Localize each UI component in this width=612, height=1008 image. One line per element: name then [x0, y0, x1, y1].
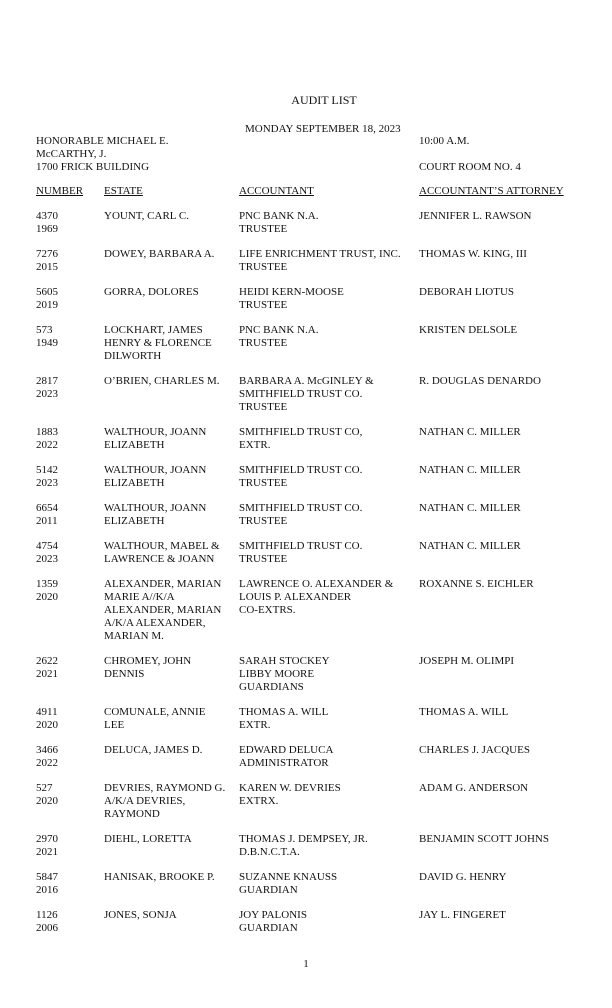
- cell-attorney: [419, 210, 599, 223]
- audit-list-table: [0, 210, 612, 947]
- table-row: [0, 782, 612, 821]
- cell-number-line: 573: [36, 324, 53, 336]
- cell-accountant: [239, 502, 411, 528]
- table-row: [0, 375, 612, 414]
- table-row: [0, 909, 612, 935]
- cell-accountant-line: D.B.N.C.T.A.: [239, 846, 300, 858]
- cell-accountant: [239, 744, 411, 770]
- cell-estate-line: DILWORTH: [104, 350, 162, 362]
- table-row: [0, 464, 612, 490]
- cell-accountant-line: TRUSTEE: [239, 515, 288, 527]
- cell-estate-line: DENNIS: [104, 668, 145, 680]
- cell-number-line: 3466: [36, 744, 58, 756]
- judge-line: HONORABLE MICHAEL E.: [36, 135, 169, 147]
- cell-accountant-line: GUARDIANS: [239, 681, 304, 693]
- hearing-date: MONDAY SEPTEMBER 18, 2023: [245, 123, 401, 135]
- cell-accountant: [239, 833, 411, 859]
- cell-attorney: [419, 833, 599, 846]
- cell-estate-line: ALEXANDER, MARIAN: [104, 604, 222, 616]
- cell-accountant: [239, 286, 411, 312]
- cell-attorney-line: CHARLES J. JACQUES: [419, 744, 530, 756]
- cell-estate-line: CHROMEY, JOHN: [104, 655, 192, 667]
- judge-line: McCARTHY, J.: [36, 148, 107, 160]
- column-header-number: NUMBER: [36, 185, 84, 197]
- cell-number-line: 2023: [36, 388, 58, 400]
- cell-accountant-line: CO-EXTRS.: [239, 604, 296, 616]
- cell-accountant-line: GUARDIAN: [239, 922, 298, 934]
- cell-estate-line: WALTHOUR, JOANN: [104, 464, 207, 476]
- cell-estate-line: ALEXANDER, MARIAN: [104, 578, 222, 590]
- cell-attorney: [419, 706, 599, 719]
- cell-number: [36, 375, 96, 401]
- cell-attorney-line: NATHAN C. MILLER: [419, 540, 521, 552]
- cell-accountant-line: SMITHFIELD TRUST CO,: [239, 426, 363, 438]
- cell-number-line: 2622: [36, 655, 58, 667]
- cell-number-line: 2023: [36, 477, 58, 489]
- cell-number-line: 2021: [36, 668, 58, 680]
- cell-accountant: [239, 248, 411, 274]
- cell-number: [36, 248, 96, 274]
- cell-attorney-line: KRISTEN DELSOLE: [419, 324, 518, 336]
- cell-accountant-line: TRUSTEE: [239, 337, 288, 349]
- cell-attorney: [419, 324, 599, 337]
- cell-estate-line: YOUNT, CARL C.: [104, 210, 189, 222]
- cell-number-line: 1949: [36, 337, 58, 349]
- cell-accountant-line: EXTRX.: [239, 795, 279, 807]
- cell-estate-line: MARIE A//K/A: [104, 591, 175, 603]
- cell-estate-line: DELUCA, JAMES D.: [104, 744, 203, 756]
- cell-accountant-line: TRUSTEE: [239, 299, 288, 311]
- cell-number: [36, 502, 96, 528]
- column-header-accountant: ACCOUNTANT: [239, 185, 314, 197]
- cell-number-line: 5847: [36, 871, 58, 883]
- cell-number-line: 4754: [36, 540, 58, 552]
- cell-accountant-line: LOUIS P. ALEXANDER: [239, 591, 352, 603]
- cell-accountant: [239, 655, 411, 694]
- hearing-time: 10:00 A.M.: [419, 135, 470, 147]
- cell-attorney: [419, 502, 599, 515]
- table-row: [0, 210, 612, 236]
- cell-number: [36, 655, 96, 681]
- cell-number: [36, 833, 96, 859]
- cell-attorney-line: NATHAN C. MILLER: [419, 502, 521, 514]
- cell-number: [36, 744, 96, 770]
- cell-number-line: 2011: [36, 515, 58, 527]
- cell-attorney: [419, 782, 599, 795]
- cell-accountant-line: EDWARD DELUCA: [239, 744, 334, 756]
- cell-estate-line: ELIZABETH: [104, 515, 165, 527]
- cell-number: [36, 782, 96, 808]
- cell-accountant-line: TRUSTEE: [239, 223, 288, 235]
- cell-estate-line: LEE: [104, 719, 125, 731]
- cell-number-line: 2970: [36, 833, 58, 845]
- column-header-estate: ESTATE: [104, 185, 143, 197]
- cell-estate: [104, 744, 232, 757]
- cell-estate: [104, 782, 232, 821]
- cell-accountant-line: BARBARA A. McGINLEY &: [239, 375, 374, 387]
- table-row: [0, 540, 612, 566]
- cell-estate: [104, 833, 232, 846]
- cell-accountant: [239, 540, 411, 566]
- cell-estate-line: WALTHOUR, MABEL &: [104, 540, 220, 552]
- cell-estate-line: WALTHOUR, JOANN: [104, 502, 207, 514]
- cell-estate-line: WALTHOUR, JOANN: [104, 426, 207, 438]
- cell-accountant: [239, 909, 411, 935]
- cell-accountant-line: THOMAS A. WILL: [239, 706, 329, 718]
- cell-number-line: 5605: [36, 286, 58, 298]
- cell-estate-line: A/K/A DEVRIES,: [104, 795, 186, 807]
- cell-number: [36, 871, 96, 897]
- cell-estate-line: COMUNALE, ANNIE: [104, 706, 206, 718]
- cell-number-line: 2006: [36, 922, 58, 934]
- cell-accountant-line: SMITHFIELD TRUST CO.: [239, 540, 363, 552]
- cell-number-line: 2015: [36, 261, 58, 273]
- cell-attorney-line: NATHAN C. MILLER: [419, 464, 521, 476]
- cell-number-line: 1126: [36, 909, 58, 921]
- cell-number-line: 6654: [36, 502, 58, 514]
- cell-attorney: [419, 248, 599, 261]
- cell-accountant-line: TRUSTEE: [239, 553, 288, 565]
- table-row: [0, 655, 612, 694]
- cell-attorney-line: R. DOUGLAS DENARDO: [419, 375, 541, 387]
- cell-number-line: 2817: [36, 375, 58, 387]
- cell-estate-line: HENRY & FLORENCE: [104, 337, 212, 349]
- cell-accountant-line: SMITHFIELD TRUST CO.: [239, 388, 363, 400]
- cell-attorney-line: ADAM G. ANDERSON: [419, 782, 529, 794]
- cell-estate: [104, 324, 232, 363]
- cell-attorney: [419, 286, 599, 299]
- cell-accountant: [239, 324, 411, 350]
- cell-number-line: 4911: [36, 706, 58, 718]
- cell-number: [36, 909, 96, 935]
- cell-accountant-line: GUARDIAN: [239, 884, 298, 896]
- cell-accountant-line: SMITHFIELD TRUST CO.: [239, 502, 363, 514]
- table-row: [0, 502, 612, 528]
- document-title: AUDIT LIST: [291, 93, 357, 107]
- cell-number-line: 2019: [36, 299, 58, 311]
- table-row: [0, 248, 612, 274]
- cell-accountant: [239, 464, 411, 490]
- cell-accountant-line: LAWRENCE O. ALEXANDER &: [239, 578, 394, 590]
- cell-accountant: [239, 706, 411, 732]
- cell-accountant: [239, 782, 411, 808]
- cell-estate-line: A/K/A ALEXANDER,: [104, 617, 206, 629]
- table-row: [0, 871, 612, 897]
- cell-estate-line: LAWRENCE & JOANN: [104, 553, 215, 565]
- cell-attorney: [419, 540, 599, 553]
- cell-accountant-line: TRUSTEE: [239, 477, 288, 489]
- cell-attorney-line: NATHAN C. MILLER: [419, 426, 521, 438]
- column-header-attorney: ACCOUNTANT’S ATTORNEY: [419, 185, 564, 197]
- cell-number: [36, 286, 96, 312]
- cell-accountant-line: JOY PALONIS: [239, 909, 307, 921]
- cell-number: [36, 706, 96, 732]
- cell-number-line: 4370: [36, 210, 58, 222]
- cell-estate: [104, 540, 232, 566]
- table-row: [0, 578, 612, 643]
- cell-number-line: 2020: [36, 719, 58, 731]
- cell-accountant-line: ADMINISTRATOR: [239, 757, 329, 769]
- cell-accountant-line: KAREN W. DEVRIES: [239, 782, 341, 794]
- cell-estate: [104, 426, 232, 452]
- cell-estate: [104, 464, 232, 490]
- judge-block: [36, 135, 206, 174]
- cell-number-line: 5142: [36, 464, 58, 476]
- cell-estate: [104, 375, 232, 388]
- cell-accountant-line: SUZANNE KNAUSS: [239, 871, 338, 883]
- cell-attorney: [419, 909, 599, 922]
- cell-estate: [104, 706, 232, 732]
- cell-accountant: [239, 578, 411, 617]
- cell-attorney-line: BENJAMIN SCOTT JOHNS: [419, 833, 549, 845]
- cell-estate: [104, 655, 232, 681]
- cell-attorney-line: DEBORAH LIOTUS: [419, 286, 515, 298]
- table-row: [0, 324, 612, 363]
- cell-estate: [104, 248, 232, 261]
- cell-attorney: [419, 871, 599, 884]
- cell-number-line: 2020: [36, 795, 58, 807]
- cell-estate-line: LOCKHART, JAMES: [104, 324, 203, 336]
- cell-estate-line: GORRA, DOLORES: [104, 286, 199, 298]
- cell-accountant-line: HEIDI KERN-MOOSE: [239, 286, 344, 298]
- cell-number: [36, 578, 96, 604]
- cell-number: [36, 210, 96, 236]
- cell-attorney-line: THOMAS W. KING, III: [419, 248, 527, 260]
- cell-estate-line: RAYMOND: [104, 808, 160, 820]
- cell-attorney: [419, 655, 599, 668]
- cell-estate: [104, 909, 232, 922]
- cell-number-line: 2021: [36, 846, 58, 858]
- cell-estate-line: O’BRIEN, CHARLES M.: [104, 375, 220, 387]
- cell-number-line: 7276: [36, 248, 58, 260]
- cell-estate: [104, 502, 232, 528]
- cell-accountant-line: TRUSTEE: [239, 261, 288, 273]
- cell-estate: [104, 286, 232, 299]
- cell-estate-line: HANISAK, BROOKE P.: [104, 871, 215, 883]
- cell-number-line: 1359: [36, 578, 58, 590]
- table-row: [0, 426, 612, 452]
- cell-accountant: [239, 871, 411, 897]
- page-number: 1: [303, 958, 309, 970]
- table-row: [0, 744, 612, 770]
- cell-number-line: 2022: [36, 757, 58, 769]
- cell-number: [36, 426, 96, 452]
- cell-estate: [104, 210, 232, 223]
- cell-attorney-line: ROXANNE S. EICHLER: [419, 578, 534, 590]
- cell-estate: [104, 871, 232, 884]
- cell-number-line: 1883: [36, 426, 58, 438]
- table-row: [0, 286, 612, 312]
- cell-estate-line: JONES, SONJA: [104, 909, 177, 921]
- cell-attorney-line: THOMAS A. WILL: [419, 706, 509, 718]
- table-row: [0, 833, 612, 859]
- cell-accountant: [239, 375, 411, 414]
- cell-accountant-line: PNC BANK N.A.: [239, 210, 319, 222]
- cell-estate-line: MARIAN M.: [104, 630, 164, 642]
- cell-attorney-line: JOSEPH M. OLIMPI: [419, 655, 515, 667]
- court-room: COURT ROOM NO. 4: [419, 161, 521, 173]
- cell-attorney-line: JAY L. FINGERET: [419, 909, 506, 921]
- cell-attorney: [419, 426, 599, 439]
- cell-accountant-line: SARAH STOCKEY: [239, 655, 330, 667]
- cell-attorney-line: DAVID G. HENRY: [419, 871, 507, 883]
- cell-number-line: 2022: [36, 439, 58, 451]
- cell-accountant-line: LIBBY MOORE: [239, 668, 315, 680]
- judge-line: 1700 FRICK BUILDING: [36, 161, 150, 173]
- cell-number-line: 1969: [36, 223, 58, 235]
- cell-estate-line: ELIZABETH: [104, 477, 165, 489]
- cell-number-line: 2023: [36, 553, 58, 565]
- table-row: [0, 706, 612, 732]
- cell-attorney-line: JENNIFER L. RAWSON: [419, 210, 532, 222]
- cell-accountant-line: THOMAS J. DEMPSEY, JR.: [239, 833, 368, 845]
- cell-estate-line: ELIZABETH: [104, 439, 165, 451]
- cell-attorney: [419, 464, 599, 477]
- cell-estate-line: DIEHL, LORETTA: [104, 833, 192, 845]
- cell-accountant-line: PNC BANK N.A.: [239, 324, 319, 336]
- cell-attorney: [419, 375, 599, 388]
- cell-accountant-line: EXTR.: [239, 439, 271, 451]
- cell-number-line: 2016: [36, 884, 58, 896]
- cell-estate-line: DEVRIES, RAYMOND G.: [104, 782, 226, 794]
- cell-accountant: [239, 426, 411, 452]
- cell-accountant-line: TRUSTEE: [239, 401, 288, 413]
- cell-number: [36, 540, 96, 566]
- cell-number: [36, 324, 96, 350]
- cell-estate-line: DOWEY, BARBARA A.: [104, 248, 215, 260]
- cell-number-line: 527: [36, 782, 53, 794]
- cell-number-line: 2020: [36, 591, 58, 603]
- cell-accountant-line: SMITHFIELD TRUST CO.: [239, 464, 363, 476]
- cell-attorney: [419, 744, 599, 757]
- cell-estate: [104, 578, 232, 643]
- cell-attorney: [419, 578, 599, 591]
- cell-number: [36, 464, 96, 490]
- cell-accountant: [239, 210, 411, 236]
- cell-accountant-line: LIFE ENRICHMENT TRUST, INC.: [239, 248, 401, 260]
- cell-accountant-line: EXTR.: [239, 719, 271, 731]
